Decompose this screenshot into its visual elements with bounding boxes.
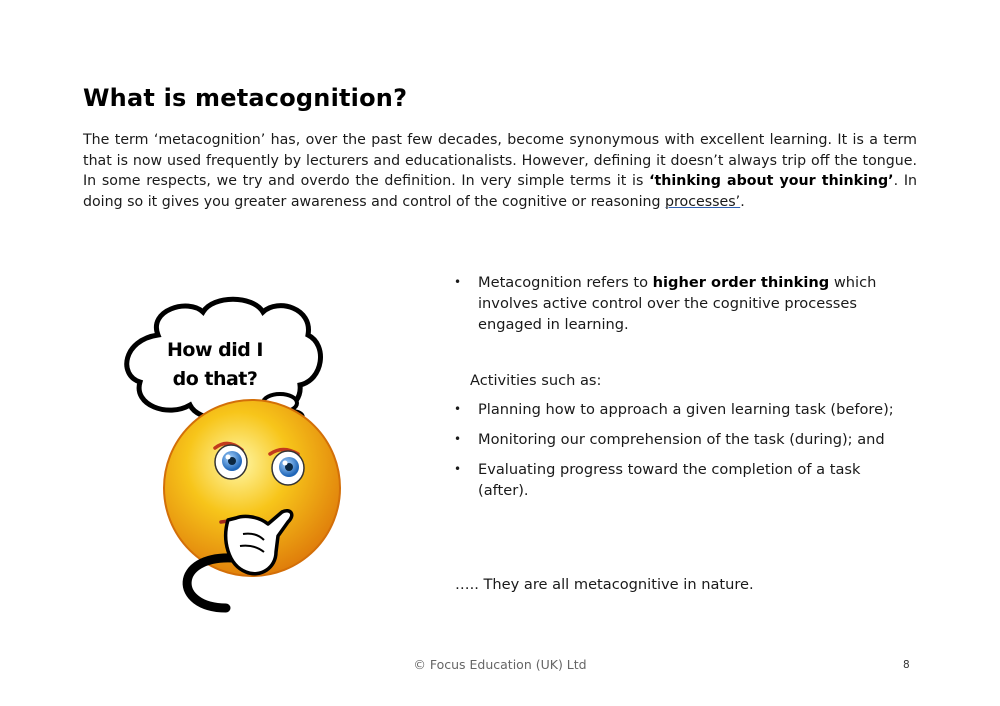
bullet-dot: • (454, 432, 462, 446)
bullet1-text-end: which involves active control over the cognitive processes engaged in learning. (478, 274, 877, 333)
bubble-line-1: How did I (166, 339, 264, 361)
closing-statement: ….. They are all metacognitive in nature. (455, 576, 754, 593)
intro-paragraph (83, 130, 917, 212)
bullet1-text: Metacognition refers to (478, 274, 653, 291)
activity-text: Evaluating progress toward the completion of a task (after). (478, 461, 861, 499)
list-item (452, 272, 912, 335)
activity-text: Monitoring our comprehension of the task (during); and (478, 431, 885, 448)
bullet-dot: • (454, 402, 462, 416)
bullet-list (452, 272, 912, 501)
list-item (452, 459, 912, 501)
bullet-dot: • (454, 462, 462, 476)
page-title: What is metacognition? (83, 84, 408, 112)
page-number: 8 (903, 659, 910, 671)
bullet1-bold: higher order thinking (652, 274, 830, 291)
intro-emphasis: ‘thinking about your thinking’ (649, 173, 894, 189)
processes-link[interactable]: processes’ (665, 193, 741, 210)
bullet-dot: • (454, 275, 462, 289)
activity-text: Planning how to approach a given learning task (before); (478, 401, 894, 418)
activities-label: Activities such as: (470, 372, 602, 389)
intro-text-1: The term ‘metacognition’ has, over the past few decades, become synonymous with excellent learning. It is a term that is now used frequently by lecturers and educationalists. However, defining it doesn’t always trip off the tongue. In some respects, we try and overdo the definition. In very simple terms it is (83, 132, 917, 189)
bubble-line-2: do that? (172, 368, 258, 390)
list-item (452, 399, 912, 420)
list-item (452, 429, 912, 450)
intro-text-3: . (740, 193, 745, 210)
intro-text-2: . In doing so it gives you greater awareness and control of the cognitive or reasoning (83, 173, 917, 210)
thinking-smiley-illustration (118, 290, 358, 620)
footer-copyright: © Focus Education (UK) Ltd (413, 657, 587, 672)
